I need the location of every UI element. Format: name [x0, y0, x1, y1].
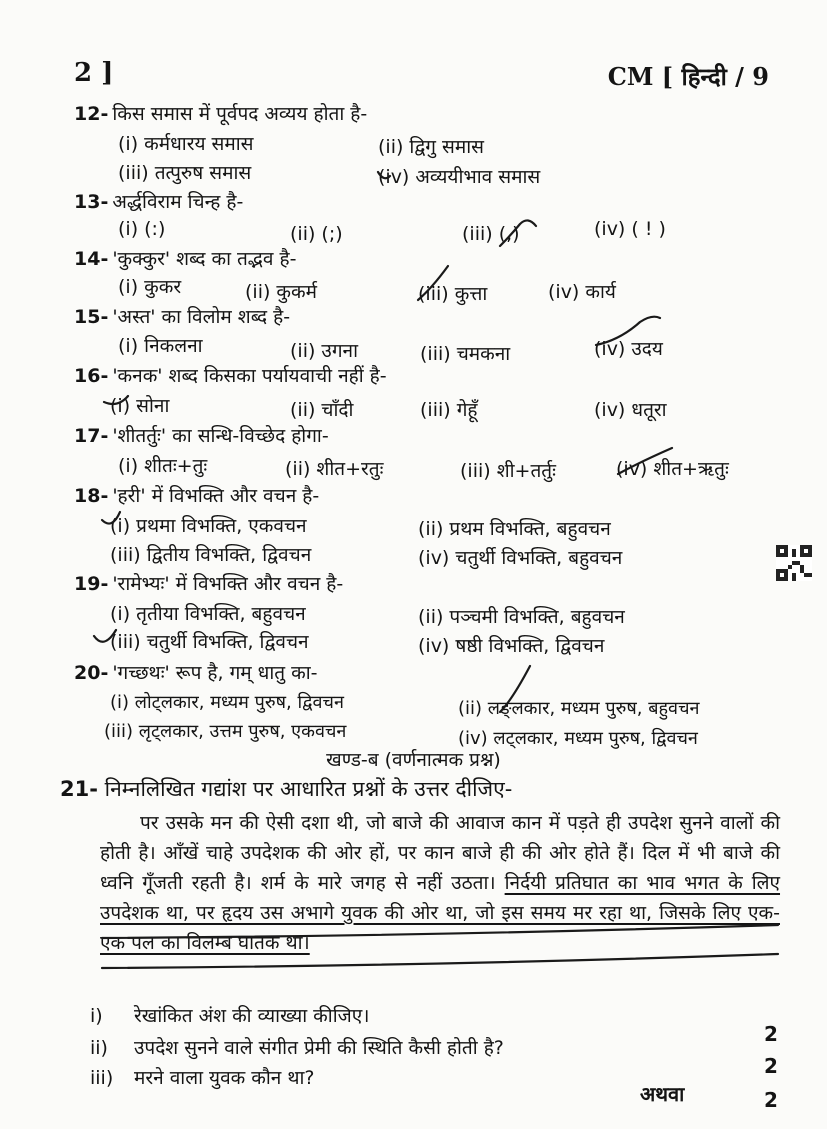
question-text: 'गच्छथः' रूप है, गम् धातु का-: [112, 662, 318, 684]
q19-option-2: (ii) पञ्चमी विभक्ति, बहुवचन: [418, 606, 625, 628]
q17-option-4: (iv) शीत+ऋतुः: [616, 458, 729, 480]
q17-option-1: (i) शीतः+तुः: [118, 455, 208, 477]
q15-option-3: (iii) चमकना: [420, 343, 511, 365]
question-14: 14- 'कुक्कुर' शब्द का तद्भव है-: [74, 248, 297, 270]
question-19: 19- 'रामेभ्यः' में विभक्ति और वचन है-: [74, 573, 344, 595]
q18-option-1: (i) प्रथमा विभक्ति, एकवचन: [110, 515, 307, 537]
q12-option-2: (ii) द्विगु समास: [378, 136, 484, 158]
q16-option-4: (iv) धतूरा: [594, 399, 667, 421]
page-number: 2 ]: [74, 58, 114, 88]
question-text: 'शीतर्तुः' का सन्धि-विच्छेद होगा-: [112, 425, 329, 447]
question-text: 'कनक' शब्द किसका पर्यायवाची नहीं है-: [112, 365, 387, 387]
q12-option-3: (iii) तत्पुरुष समास: [118, 162, 252, 184]
q16-option-2: (ii) चाँदी: [290, 399, 354, 421]
q19-option-3: (iii) चतुर्थी विभक्ति, द्विवचन: [110, 631, 309, 653]
q13-option-4: (iv) ( ! ): [594, 218, 666, 240]
question-text: अर्द्धविराम चिन्ह है-: [112, 191, 244, 213]
q20-option-3: (iii) लृट्लकार, उत्तम पुरुष, एकवचन: [104, 721, 347, 742]
q20-option-2: (ii) लङ्लकार, मध्यम पुरुष, बहुवचन: [458, 698, 700, 719]
question-text: 'अस्त' का विलोम शब्द है-: [112, 306, 291, 328]
athva-label: अथवा: [640, 1082, 685, 1106]
sub-question-1: i) रेखांकित अंश की व्याख्या कीजिए।: [90, 1005, 370, 1027]
q12-option-1: (i) कर्मधारय समास: [118, 133, 254, 155]
section-title: खण्ड-ब (वर्णनात्मक प्रश्न): [326, 749, 501, 771]
question-text: 'कुक्कुर' शब्द का तद्भव है-: [112, 248, 297, 270]
q15-option-2: (ii) उगना: [290, 340, 358, 362]
sub-question-2: ii) उपदेश सुनने वाले संगीत प्रेमी की स्थिति कैसी होती है?: [90, 1037, 504, 1059]
marks-1: 2: [764, 1022, 778, 1046]
question-12: 12- किस समास में पूर्वपद अव्यय होता है-: [74, 103, 368, 125]
q18-option-3: (iii) द्वितीय विभक्ति, द्विवचन: [110, 544, 312, 566]
question-text: 'रामेभ्यः' में विभक्ति और वचन है-: [112, 573, 344, 595]
q17-option-2: (ii) शीत+रतुः: [285, 458, 384, 480]
paper-code: CM [ हिन्दी / 9: [607, 62, 769, 91]
marks-2: 2: [764, 1054, 778, 1078]
q19-option-4: (iv) षष्ठी विभक्ति, द्विवचन: [418, 635, 605, 657]
passage-text: पर उसके मन की ऐसी दशा थी, जो बाजे की आवाज कान में पड़ते ही उपदेश सुनने वालों की होती है। आँखें चाहे उपदेशक की ओर हों, पर कान बाजे ही की ओर होते हैं। दिल में भी बाजे की ध्वनि गूँजती रहती है। शर्म के मारे जगह से नहीं उठता।: [100, 812, 780, 894]
q17-option-3: (iii) शी+तर्तुः: [460, 460, 556, 482]
q14-option-4: (iv) कार्य: [548, 281, 616, 303]
sub-question-3: iii) मरने वाला युवक कौन था?: [90, 1067, 315, 1089]
q16-option-3: (iii) गेहूँ: [420, 399, 478, 421]
question-13: 13- अर्द्धविराम चिन्ह है-: [74, 191, 244, 213]
q15-option-1: (i) निकलना: [118, 335, 203, 357]
question-15: 15- 'अस्त' का विलोम शब्द है-: [74, 306, 291, 328]
q13-option-3: (iii) (,): [462, 223, 520, 245]
question-20: 20- 'गच्छथः' रूप है, गम् धातु का-: [74, 662, 318, 684]
q16-option-1: (i) सोना: [110, 395, 170, 417]
q13-option-1: (i) (:): [118, 218, 166, 240]
question-21: 21- निम्नलिखित गद्यांश पर आधारित प्रश्नों के उत्तर दीजिए-: [60, 777, 513, 801]
question-text: निम्नलिखित गद्यांश पर आधारित प्रश्नों के उत्तर दीजिए-: [104, 777, 513, 801]
question-text: 'हरी' में विभक्ति और वचन है-: [112, 485, 320, 507]
q18-option-2: (ii) प्रथम विभक्ति, बहुवचन: [418, 518, 611, 540]
passage-underlined: निर्दयी प्रतिघात का भाव भगत के लिए उपदेशक था, पर हृदय उस अभागे युवक की ओर था, जो इस समय मर रहा था, जिसके लिए एक-एक पल का विलम्ब घातक था।: [100, 872, 781, 954]
q20-option-4: (iv) लट्लकार, मध्यम पुरुष, द्विवचन: [458, 728, 698, 749]
question-text: किस समास में पूर्वपद अव्यय होता है-: [112, 103, 368, 125]
q19-option-1: (i) तृतीया विभक्ति, बहुवचन: [110, 603, 306, 625]
q12-option-4: (iv) अव्ययीभाव समास: [378, 166, 541, 188]
q14-option-3: (iii) कुत्ता: [418, 283, 488, 305]
q18-option-4: (iv) चतुर्थी विभक्ति, बहुवचन: [418, 547, 623, 569]
question-18: 18- 'हरी' में विभक्ति और वचन है-: [74, 485, 320, 507]
question-17: 17- 'शीतर्तुः' का सन्धि-विच्छेद होगा-: [74, 425, 329, 447]
passage: [100, 808, 780, 958]
q15-option-4: (iv) उदय: [594, 338, 663, 360]
q13-option-2: (ii) (;): [290, 223, 343, 245]
question-16: 16- 'कनक' शब्द किसका पर्यायवाची नहीं है-: [74, 365, 387, 387]
marks-3: 2: [764, 1088, 778, 1112]
qr-code-icon: [776, 545, 812, 581]
q14-option-1: (i) कुकर: [118, 276, 182, 298]
q14-option-2: (ii) कुकर्म: [245, 281, 317, 303]
q20-option-1: (i) लोट्लकार, मध्यम पुरुष, द्विवचन: [110, 692, 344, 713]
